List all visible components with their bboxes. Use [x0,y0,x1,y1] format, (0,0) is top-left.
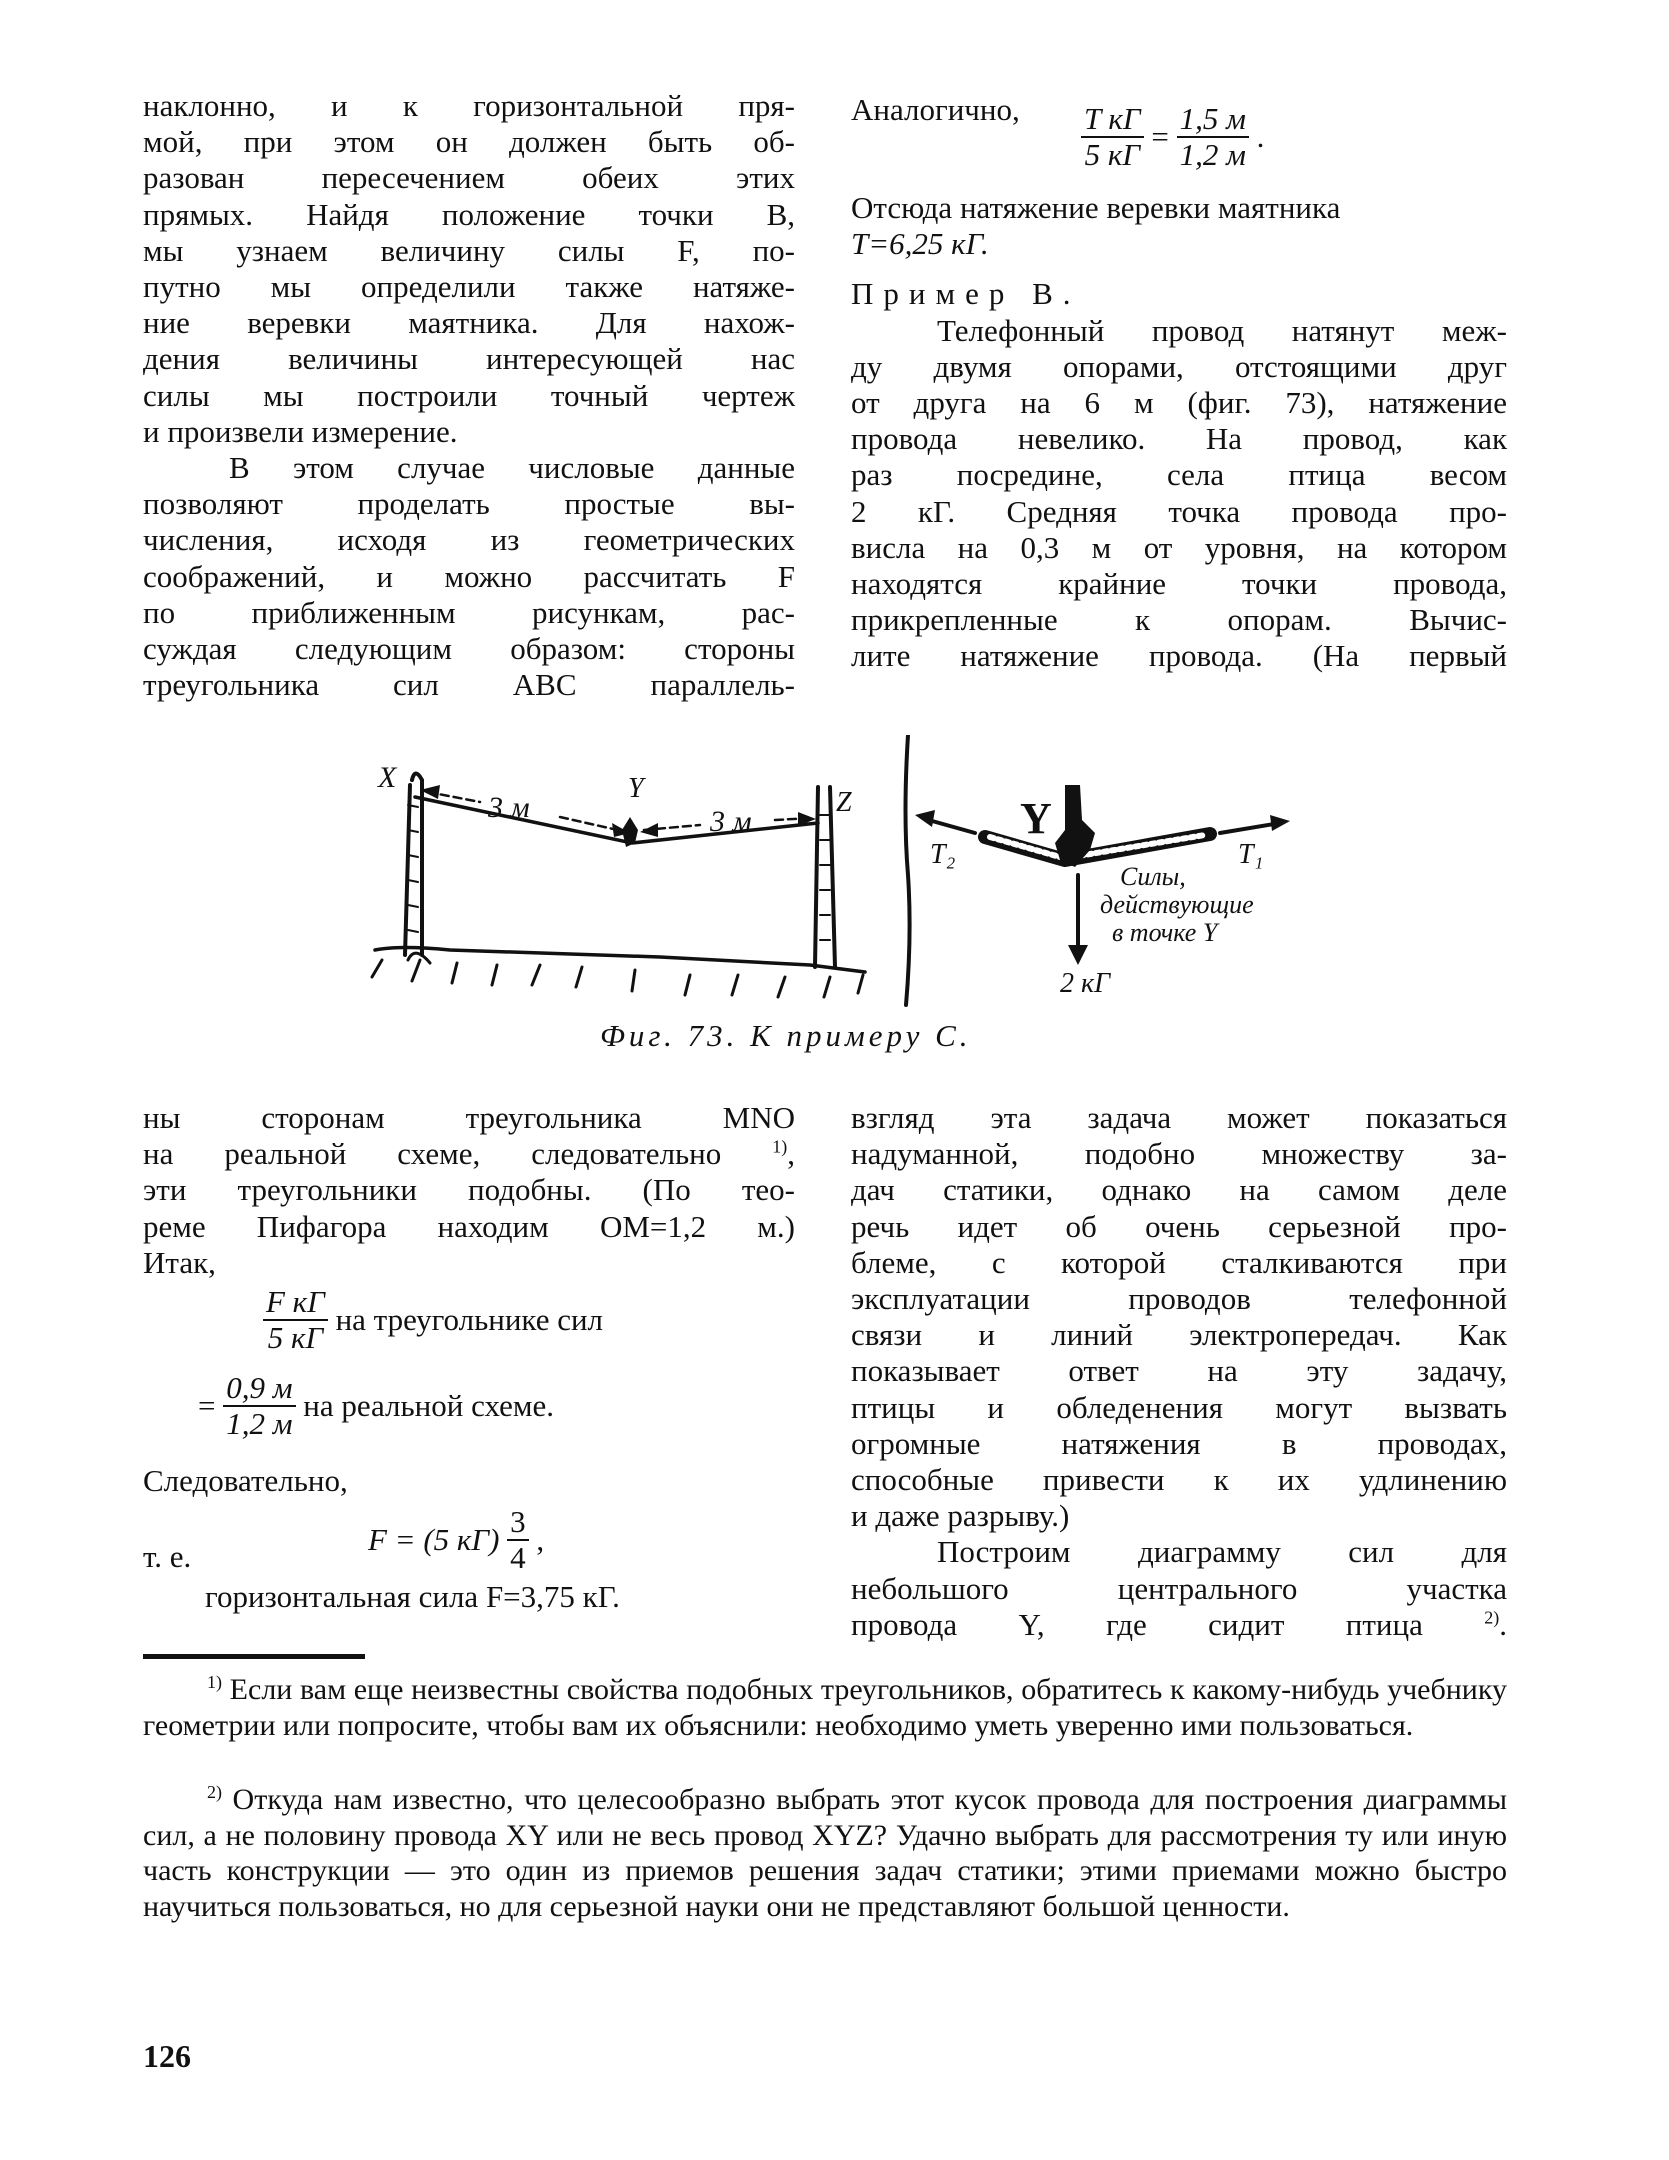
text-line: Телефонный провод натянут меж- [937,312,1507,348]
text-line: реме Пифагора находим OM=1,2 м.) [143,1208,795,1244]
text-line: разован пересечением обеих этих [143,160,795,196]
page-number: 126 [143,2038,191,2074]
paragraph-2 [143,450,795,703]
equation: $\frac{\text{T кГ}}{5 кГ}$ = $\frac{1,5 м}{1,2 м}$ . [1081,102,1264,172]
text-line: способные привести к их удлинению [851,1462,1507,1498]
text-fragment: на реальной схеме, следовательно [143,1136,722,1172]
text-line: и даже разрыву.) [851,1498,1070,1534]
text-line: огромные натяжения в проводах, [851,1425,1507,1461]
equation-tension [851,92,1507,190]
ie-label: т. е. [143,1539,192,1575]
equation-text: на треугольнике сил [335,1301,604,1337]
label-z: Z [836,787,852,818]
label-dist-left: 3 м [488,791,530,824]
text-line: наклонно, и к горизонтальной пря- [143,88,795,123]
text-line: прикрепленные к опорам. Вычис- [851,602,1507,638]
comma: , [536,1522,545,1558]
denominator: 1,2 м [1179,137,1246,172]
equation-geometry-ratio [198,1371,795,1451]
text-line: связи и линий электропередач. Как [851,1317,1507,1353]
text-line: путно мы определили также натяже- [143,269,795,305]
example-heading: Пример B. [851,276,1081,312]
label-t1: T₁ [1238,839,1264,870]
footnote-1 [143,1672,1507,1743]
equation-f [143,1499,795,1579]
text-line: Итак, [143,1244,216,1280]
wire-diagram-illustration [360,735,1310,1025]
denominator: 5 кГ [1084,137,1140,172]
example-paragraph [851,313,1507,675]
numerator: 3 [507,1505,529,1541]
label-x: X [378,761,397,794]
footnote-text: Откуда нам известно, что целесообразно выбрать этот кусок провода для построения диаграммы сил, а не половину провода XY или не весь провод XYZ? Удачно выбрать для рассмотрения ту или иную часть конструкции — это один из приемов решения задач статики; этими приемами можно быстро научиться пользоваться, но для серьезной науки они не представляют большой ценности. [143,1783,1507,1923]
figure-caption: Фиг. 73. К примеру C. [600,1018,972,1053]
text-line: позволяют проделать простые вы- [143,486,795,522]
fraction-left [1081,102,1144,172]
label-t2: T₂ [930,839,956,870]
text-line: ду двумя опорами, отстоящими друг [851,348,1507,384]
numerator: 1,5 м [1177,102,1249,138]
fraction [223,1371,295,1441]
text-line: и произвели измерение. [143,413,458,449]
text-line: показывает ответ на эту задачу, [851,1353,1507,1389]
footnote-separator [143,1654,365,1659]
text-line: провода невелико. На провод, как [851,421,1507,457]
text-line: раз посредине, села птица весом [851,457,1507,493]
text-line: птицы и обледенения могут вызвать [851,1389,1507,1425]
text-fragment: провода Y, где сидит птица [851,1606,1423,1642]
left-column-bottom [143,1100,795,1615]
text-line: на реальной схеме, следовательно $^{1)}$, [143,1136,795,1172]
equation-body [368,1505,544,1575]
footnote-ref-1[interactable]: 1) [772,1136,788,1157]
fraction [507,1505,529,1575]
forces-caption-3: в точке Y [1112,918,1218,947]
text-line: В этом случае числовые данные [229,450,795,486]
label-y-big: Y [1020,794,1052,843]
fraction-right [1177,102,1249,172]
text-line: эксплуатации проводов телефонной [851,1281,1507,1317]
result-value: T=6,25 кГ. [851,226,989,262]
text-line: висла на 0,3 м от уровня, на котором [851,529,1507,565]
text-line: блеме, с которой сталкиваются при [851,1244,1507,1280]
left-column-top [143,88,795,703]
result-text: горизонтальная сила F=3,75 кГ. [205,1579,620,1615]
text-line: Построим диаграмму сил для [937,1534,1507,1570]
footnote-text: Если вам еще неизвестны свойства подобных треугольников, обратитесь к какому-нибудь учебнику геометрии или попросите, чтобы вам их объяснили: необходимо уметь уверенно ими пользоваться. [143,1673,1508,1742]
text-line: небольшого центрального участка [851,1570,1507,1606]
analog-label: Аналогично, [851,92,1020,127]
therefore-text: Следовательно, [143,1463,348,1499]
text-line: суждая следующим образом: стороны [143,631,795,667]
label-y: Y [628,773,644,804]
figure-73 [360,735,1310,1025]
numerator: 0,9 м [223,1371,295,1407]
right-column-bottom [851,1100,1507,1643]
text-line: 2 кГ. Средняя точка провода про- [851,493,1507,529]
forces-caption-1: Силы, [1120,862,1186,891]
text-line: эти треугольники подобны. (По тео- [143,1172,795,1208]
equation-text: F = (5 кГ) [368,1522,500,1558]
text-line: по приближенным рисункам, рас- [143,594,795,630]
text-line: треугольника сил ABC параллель- [143,667,795,703]
text-line: от друга на 6 м (фиг. 73), натяжение [851,385,1507,421]
text-line: ны сторонам треугольника MNO [143,1100,795,1135]
forces-caption-2: действующие [1100,890,1254,919]
footnote-2 [143,1782,1507,1924]
denominator: 5 кГ [267,1320,324,1356]
text-line: числения, исходя из геометрических [143,522,795,558]
equation-force-ratio [263,1285,795,1365]
text-line: дения величины интересующей нас [143,341,795,377]
label-dist-right: 3 м [710,805,752,838]
numerator: F кГ [263,1285,328,1321]
text-line: ние веревки маятника. Для нахож- [143,305,795,341]
denominator: 4 [510,1540,526,1576]
footnote-ref-2[interactable]: 2) [1484,1607,1500,1628]
text-line: речь идет об очень серьезной про- [851,1208,1507,1244]
text-line: мой, при этом он должен быть об- [143,124,795,160]
text-line: взгляд эта задача может показаться [851,1100,1507,1135]
text-line: лите натяжение провода. (На первый [851,638,1507,674]
fraction [263,1285,328,1355]
result-line: Отсюда натяжение веревки маятника [851,190,1341,225]
text-line: дач статики, однако на самом деле [851,1172,1507,1208]
period: . [1499,1606,1507,1642]
text-line: мы узнаем величину силы F, по- [143,232,795,268]
equals-sign: = [198,1387,216,1423]
denominator: 1,2 м [226,1406,293,1442]
equation-text: на реальной схеме. [303,1387,555,1423]
footnote-marker: 2) [207,1782,222,1802]
numerator: T кГ [1081,102,1144,138]
paragraph-1 [143,88,795,450]
footnote-marker: 1) [207,1672,222,1692]
text-line: находятся крайние точки провода, [851,566,1507,602]
text-line: соображений, и можно рассчитать F [143,558,795,594]
text-line: силы мы построили точный чертеж [143,377,795,413]
text-line: надуманной, подобно множеству за- [851,1136,1507,1172]
right-column-top [851,92,1507,675]
text-line [851,1607,1507,1643]
text-line: прямых. Найдя положение точки B, [143,196,795,232]
label-weight: 2 кГ [1060,968,1111,999]
